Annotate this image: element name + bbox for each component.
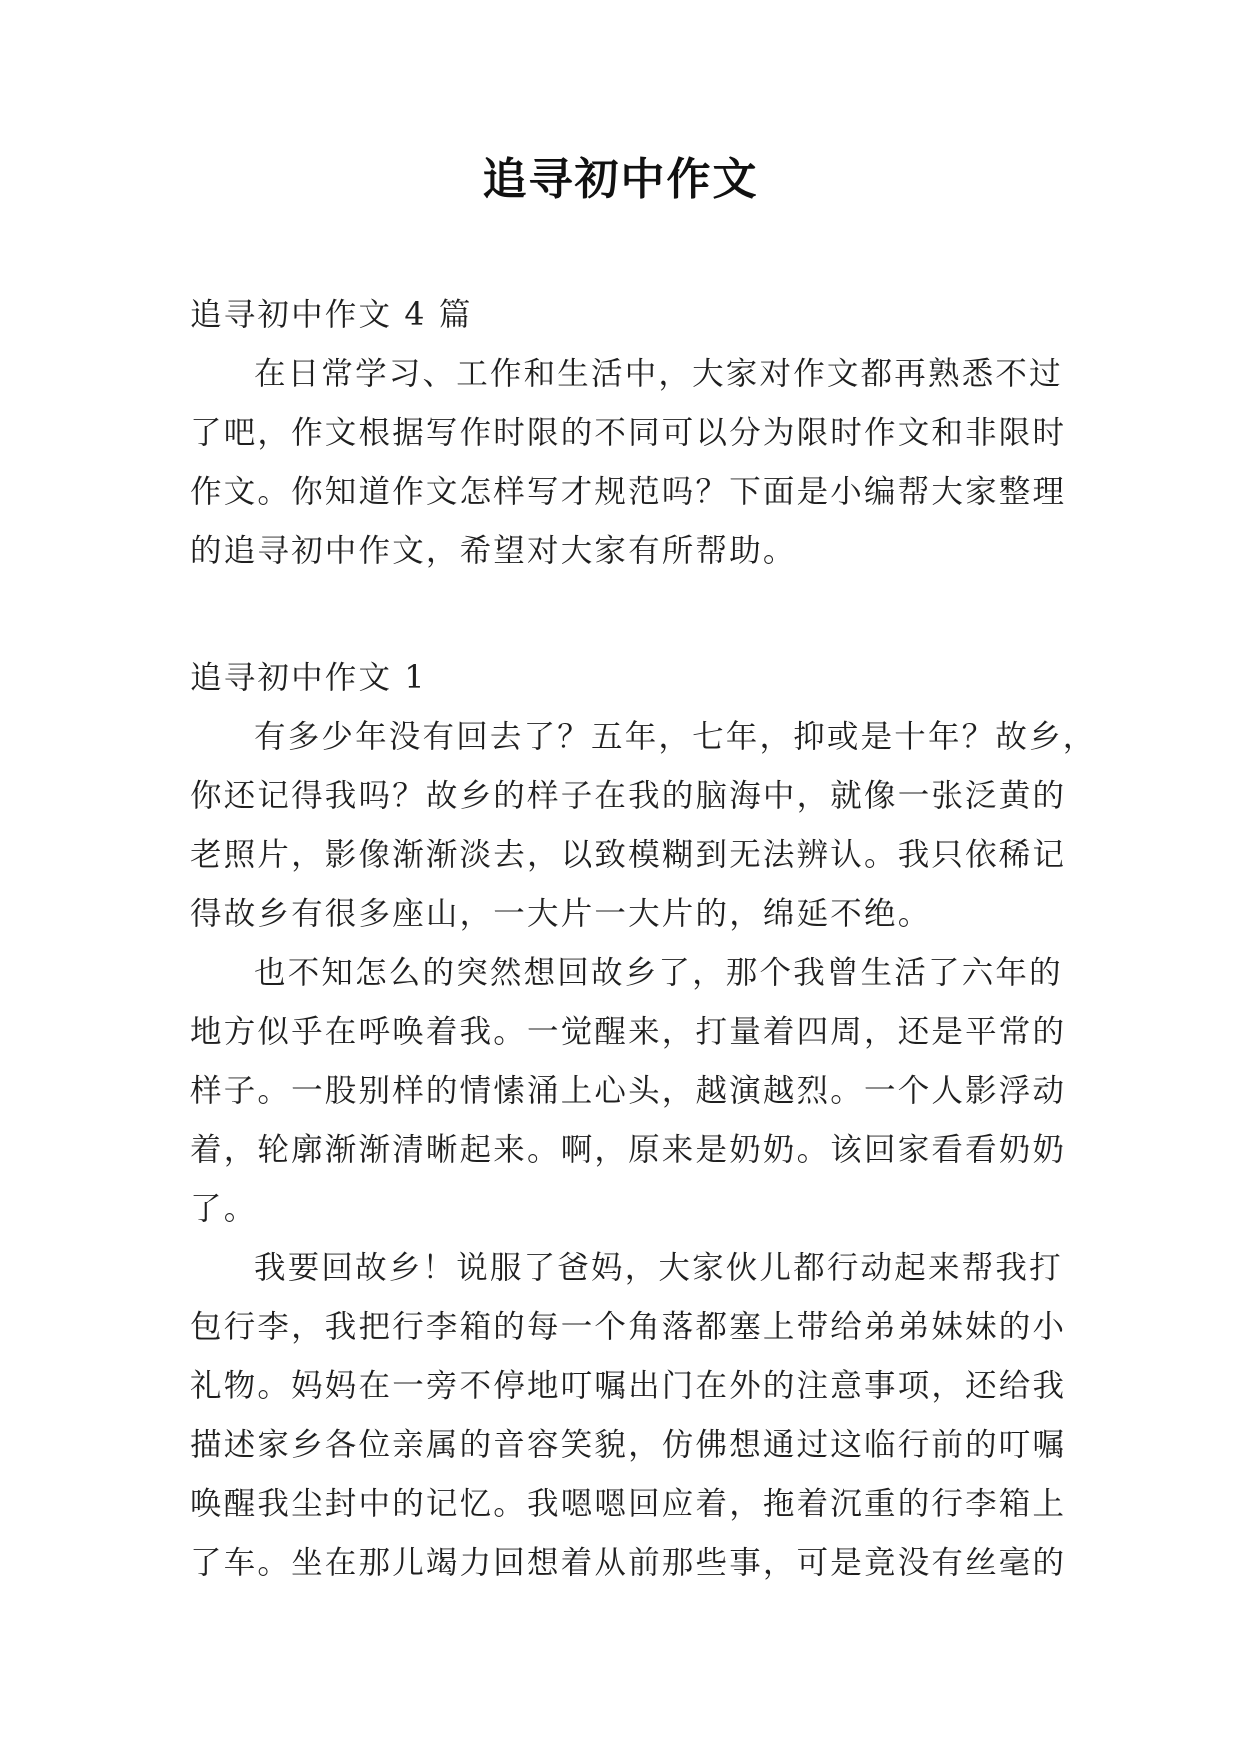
paragraph-line: 着，轮廓渐渐清晰起来。啊，原来是奶奶。该回家看看奶奶 <box>190 1132 1067 1168</box>
document-title: 追寻初中作文 <box>482 154 759 205</box>
paragraph-line: 的追寻初中作文，希望对大家有所帮助。 <box>190 533 797 569</box>
paragraph-line: 礼物。妈妈在一旁不停地叮嘱出门在外的注意事项，还给我 <box>190 1368 1067 1404</box>
essay-heading: 追寻初中作文 1 <box>190 660 427 696</box>
paragraph-line: 老照片，影像渐渐淡去，以致模糊到无法辨认。我只依稀记 <box>190 837 1067 873</box>
paragraph-line: 包行李，我把行李箱的每一个角落都塞上带给弟弟妹妹的小 <box>190 1309 1067 1345</box>
paragraph-line: 了车。坐在那儿竭力回想着从前那些事，可是竟没有丝毫的 <box>190 1545 1067 1581</box>
paragraph-line: 了吧，作文根据写作时限的不同可以分为限时作文和非限时 <box>190 415 1067 451</box>
paragraph-line: 在日常学习、工作和生活中，大家对作文都再熟悉不过 <box>254 356 1063 392</box>
essay-paragraph <box>190 944 1067 1239</box>
document-body <box>190 286 1097 1593</box>
paragraph-line: 作文。你知道作文怎样写才规范吗？下面是小编帮大家整理 <box>190 474 1067 510</box>
paragraph-line: 地方似乎在呼唤着我。一觉醒来，打量着四周，还是平常的 <box>190 1014 1067 1050</box>
intro-heading: 追寻初中作文 4 篇 <box>190 297 473 333</box>
intro-paragraph <box>190 345 1067 581</box>
paragraph-line: 描述家乡各位亲属的音容笑貌，仿佛想通过这临行前的叮嘱 <box>190 1427 1067 1463</box>
essay-paragraph <box>190 708 1097 944</box>
paragraph-line: 我要回故乡！说服了爸妈，大家伙儿都行动起来帮我打 <box>254 1250 1063 1286</box>
paragraph-line: 了。 <box>190 1191 258 1227</box>
essay-paragraph <box>190 1239 1067 1593</box>
paragraph-line: 也不知怎么的突然想回故乡了，那个我曾生活了六年的 <box>254 955 1063 991</box>
paragraph-line: 样子。一股别样的情愫涌上心头，越演越烈。一个人影浮动 <box>190 1073 1067 1109</box>
paragraph-line: 得故乡有很多座山，一大片一大片的，绵延不绝。 <box>190 896 932 932</box>
paragraph-line: 唤醒我尘封中的记忆。我嗯嗯回应着，拖着沉重的行李箱上 <box>190 1486 1067 1522</box>
paragraph-line: 有多少年没有回去了？五年，七年，抑或是十年？故乡， <box>254 719 1097 755</box>
paragraph-line: 你还记得我吗？故乡的样子在我的脑海中，就像一张泛黄的 <box>190 778 1067 814</box>
section-spacer <box>190 581 1052 649</box>
